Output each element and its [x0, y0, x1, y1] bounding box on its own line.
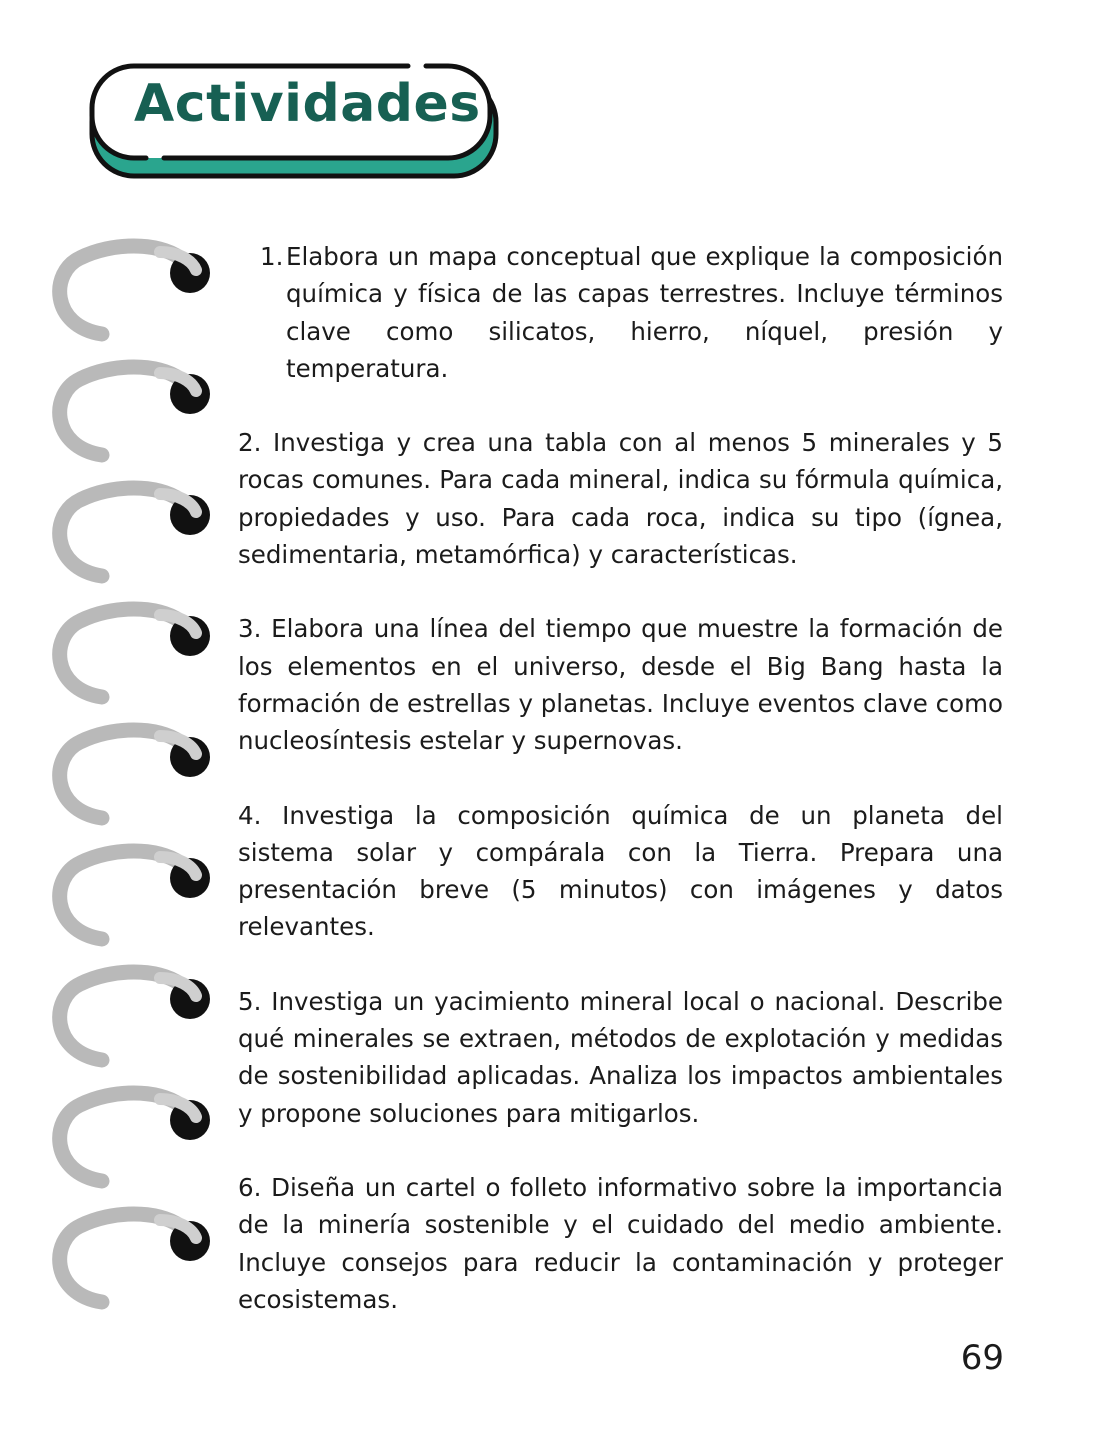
title-banner	[86, 60, 502, 184]
spiral-ring-icon	[40, 1198, 220, 1310]
activity-item-5: 5. Investiga un yacimiento mineral local o nacional. Describe qué minerales se extraen, métodos de explotación y medidas de sostenibilidad aplicadas. Analiza los impactos ambientales y propone soluciones para mitigarlos.	[238, 986, 1003, 1128]
spiral-ring-icon	[40, 230, 220, 342]
page-title: Actividades	[134, 74, 481, 134]
page-number: 69	[960, 1338, 1004, 1378]
activities-list	[238, 238, 1003, 1355]
spiral-ring-icon	[40, 956, 220, 1068]
spiral-binding	[40, 230, 220, 1340]
spiral-ring-icon	[40, 472, 220, 584]
spiral-ring-icon	[40, 1077, 220, 1189]
activity-item-2: 2. Investiga y crea una tabla con al menos 5 minerales y 5 rocas comunes. Para cada mineral, indica su fórmula química, propiedades y uso. Para cada roca, indica su tipo (ígnea, sedimentaria, metamórfica) y características.	[238, 428, 1003, 570]
spiral-ring-icon	[40, 593, 220, 705]
spiral-ring-icon	[40, 714, 220, 826]
activity-item-3: 3. Elabora una línea del tiempo que muestre la formación de los elementos en el universo, desde el Big Bang hasta la formación de estrellas y planetas. Incluye eventos clave como nucleosíntesis estelar y supernovas.	[238, 614, 1003, 756]
activity-text: Elabora un mapa conceptual que explique la composición química y física de las capas terrestres. Incluye términos clave como silicatos, hierro, níquel, presión y temperatura.	[286, 242, 1003, 383]
spiral-ring-icon	[40, 351, 220, 463]
spiral-ring-icon	[40, 835, 220, 947]
activity-number: 1.	[260, 242, 284, 271]
activity-item-4: 4. Investiga la composición química de un planeta del sistema solar y compárala con la Tierra. Prepara una presentación breve (5 minutos) con imágenes y datos relevantes.	[238, 800, 1003, 942]
activity-item-6: 6. Diseña un cartel o folleto informativo sobre la importancia de la minería sostenible y el cuidado del medio ambiente. Incluye consejos para reducir la contaminación y proteger ecosistemas.	[238, 1172, 1003, 1314]
activity-item-1	[260, 238, 1003, 387]
